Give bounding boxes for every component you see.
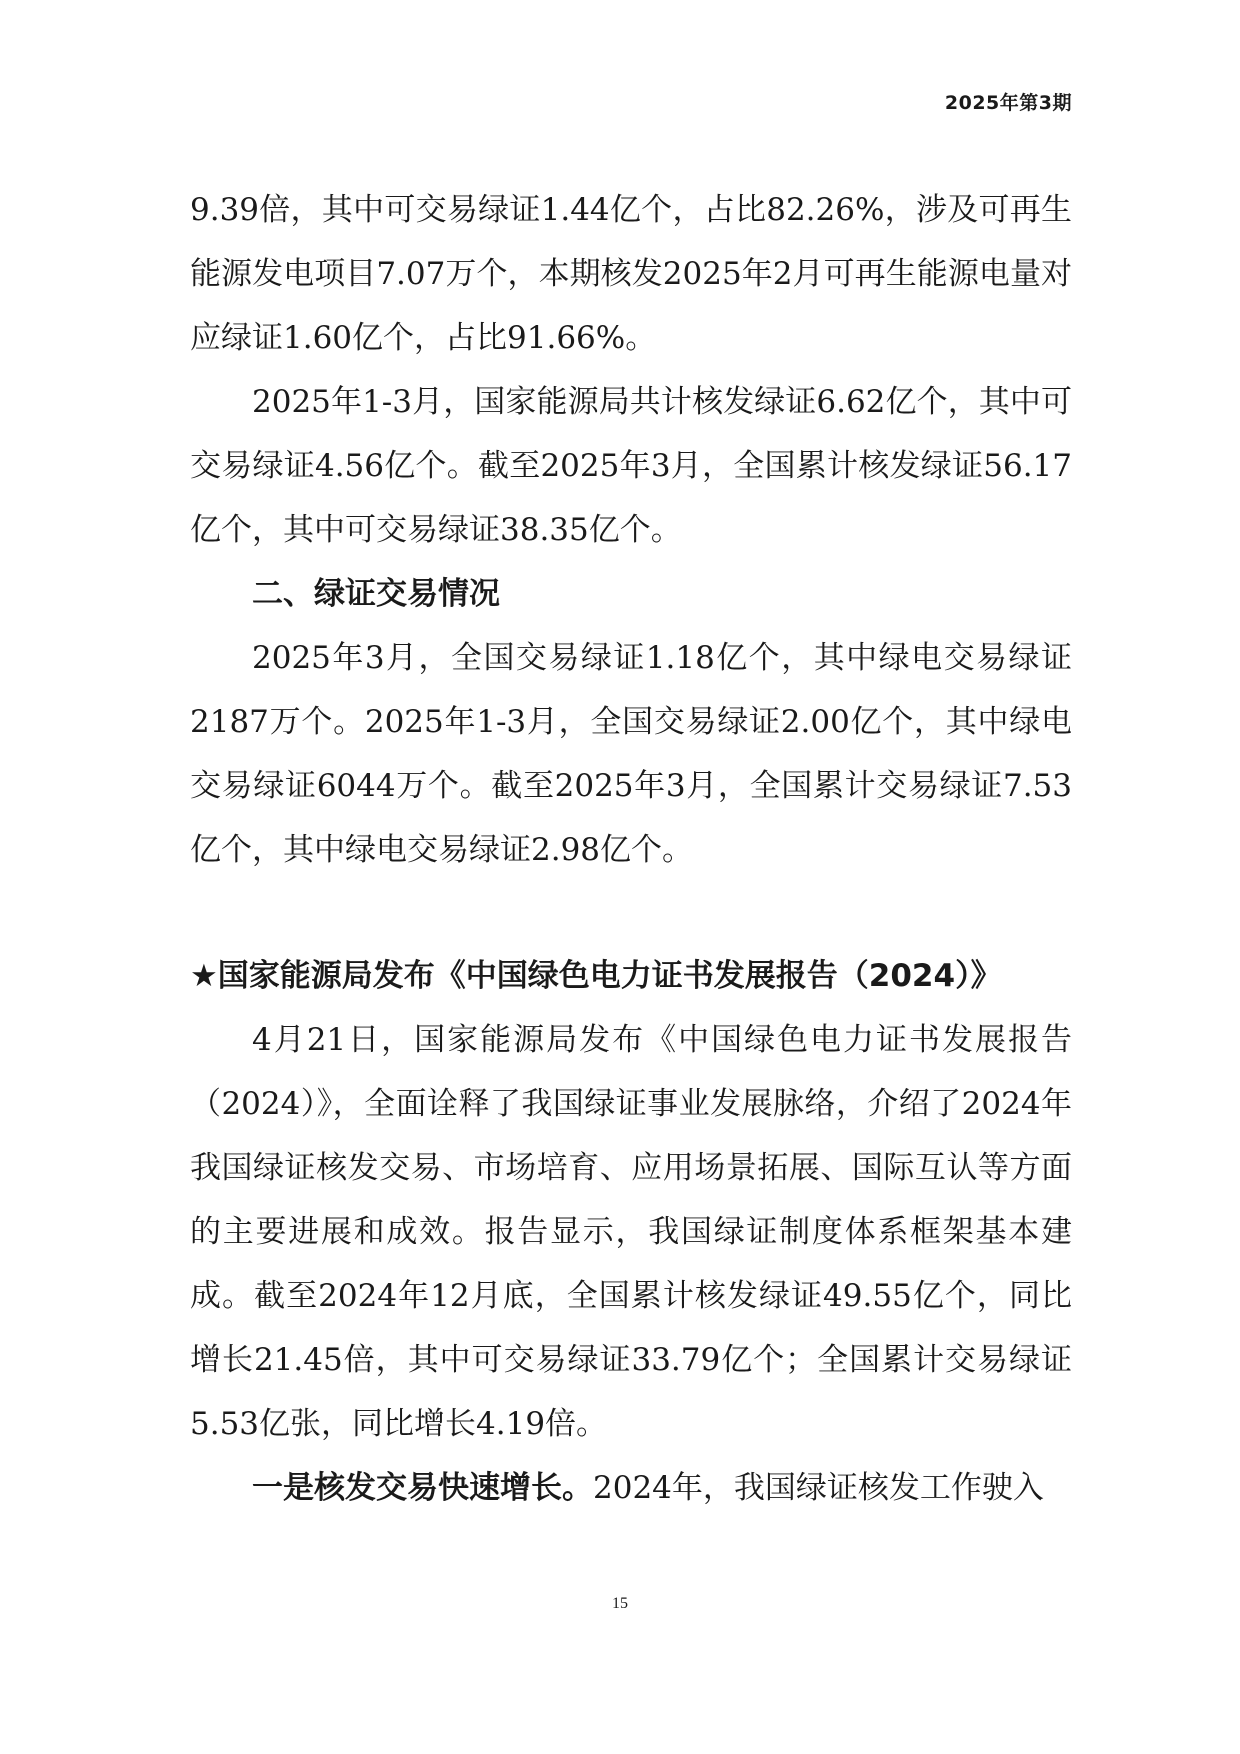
page-number: 15	[612, 1595, 628, 1612]
paragraph-cumulative-issuance: 2025年1-3月，国家能源局共计核发绿证6.62亿个，其中可交易绿证4.56亿个。截至2025年3月，全国累计核发绿证56.17亿个，其中可交易绿证38.35亿个。	[190, 384, 1072, 548]
paragraph-trading: 2025年3月，全国交易绿证1.18亿个，其中绿电交易绿证2187万个。2025年1-3月，全国交易绿证2.00亿个，其中绿电交易绿证6044万个。截至2025年3月，全国累计交易绿证7.53亿个，其中绿电交易绿证2.98亿个。	[190, 640, 1072, 868]
document-body	[190, 178, 1072, 1520]
news-title: ★国家能源局发布《中国绿色电力证书发展报告（2024）》	[190, 958, 1002, 994]
paragraph-growth	[190, 1456, 1072, 1520]
section-heading-trading: 二、绿证交易情况	[252, 576, 500, 612]
paragraph-growth-text: 2024年，我国绿证核发工作驶入	[593, 1470, 1044, 1506]
paragraph-report-summary: 4月21日，国家能源局发布《中国绿色电力证书发展报告（2024）》，全面诠释了我国绿证事业发展脉络，介绍了2024年我国绿证核发交易、市场培育、应用场景拓展、国际互认等方面的主要进展和成效。报告显示，我国绿证制度体系框架基本建成。截至2024年12月底，全国累计核发绿证49.55亿个，同比增长21.45倍，其中可交易绿证33.79亿个；全国累计交易绿证5.53亿张，同比增长4.19倍。	[190, 1022, 1072, 1442]
issue-label: 2025年第3期	[944, 92, 1072, 114]
paragraph-certificate-issuance: 9.39倍，其中可交易绿证1.44亿个，占比82.26%，涉及可再生能源发电项目7.07万个，本期核发2025年2月可再生能源电量对应绿证1.60亿个，占比91.66%。	[190, 192, 1072, 356]
paragraph-growth-lead: 一是核发交易快速增长。	[252, 1470, 593, 1506]
